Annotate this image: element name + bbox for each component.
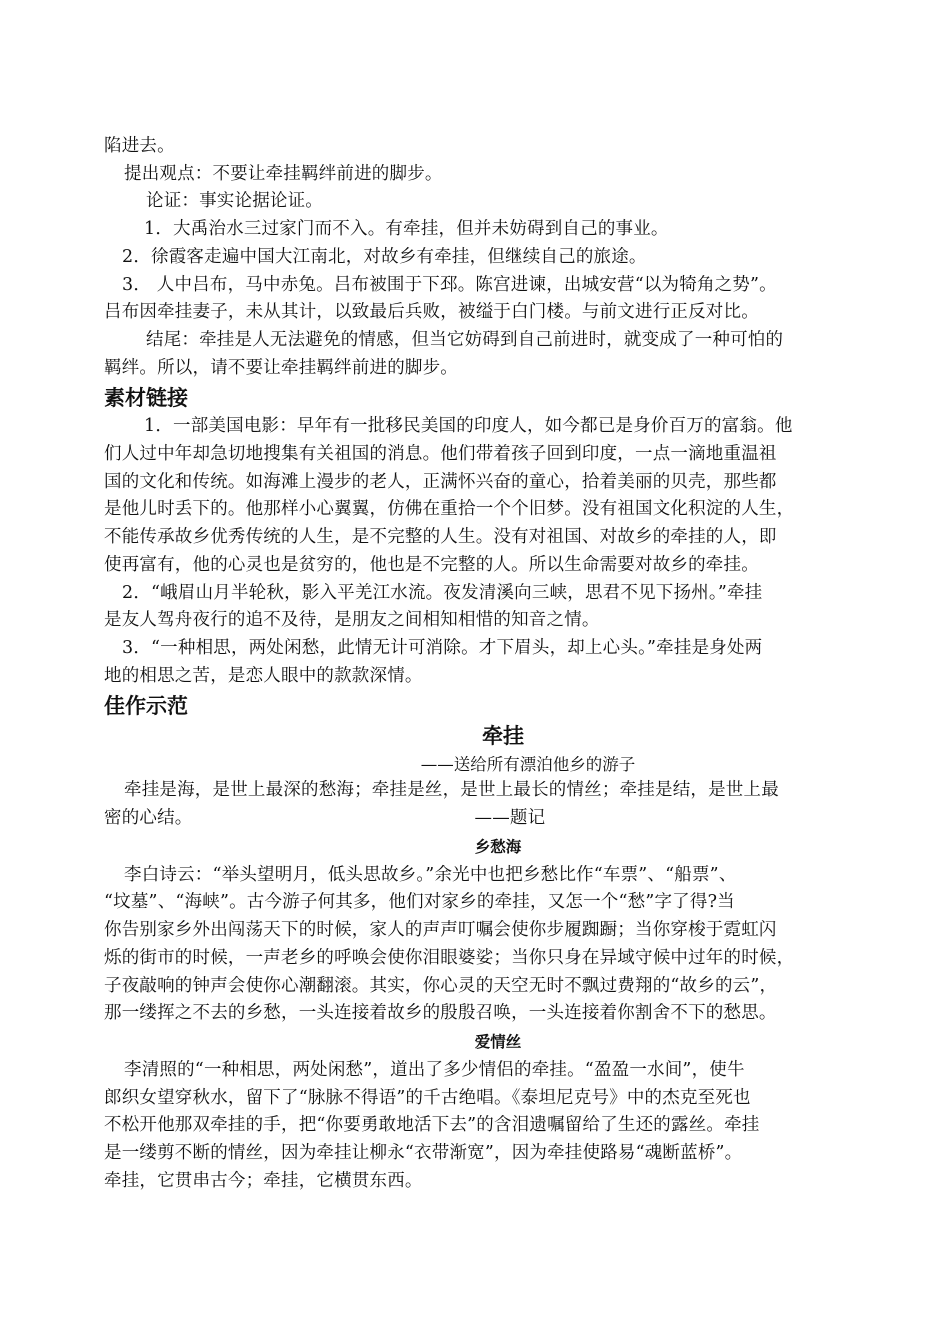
material-item-2: 2．“峨眉山月半轮秋，影入平羌江水流。夜发清溪向三峡，思君不见下扬州。”牵挂	[122, 582, 763, 603]
section-title-homesick-sea: 乡愁海	[474, 837, 522, 856]
argument-item-2: 2．徐霞客走遍中国大江南北，对故乡有牵挂，但继续自己的旅途。	[122, 246, 647, 267]
epigraph-note: ——题记	[474, 808, 546, 829]
material-heading: 素材链接	[104, 386, 188, 411]
argument-item-3-cont: 吕布因牵挂妻子，未从其计，以致最后兵败，被缢于白门楼。与前文进行正反对比。	[104, 302, 759, 323]
material-item-1-cont: 国的文化和传统。如海滩上漫步的老人，正满怀兴奋的童心，拾着美丽的贝壳，那些都	[104, 471, 777, 492]
thesis-line: 提出观点：不要让牵挂羁绊前进的脚步。	[124, 163, 443, 184]
material-item-2-cont: 是友人驾舟夜行的追不及待，是朋友之间相知相惜的知音之情。	[104, 610, 600, 631]
argument-item-3: 3． 人中吕布，马中赤兔。吕布被围于下邳。陈宫进谏，出城安营“以为犄角之势”。	[122, 274, 777, 295]
epigraph-line: 牵挂是海，是世上最深的愁海；牵挂是丝，是世上最长的情丝；牵挂是结，是世上最	[124, 780, 779, 801]
example-heading: 佳作示范	[104, 694, 188, 719]
material-item-1-cont: 不能传承故乡优秀传统的人生，是不完整的人生。没有对祖国、对故乡的牵挂的人，即	[104, 527, 777, 548]
section-title-love-thread: 爱情丝	[474, 1032, 522, 1051]
conclusion-line-cont: 羁绊。所以，请不要让牵挂羁绊前进的脚步。	[104, 357, 458, 378]
conclusion-line: 结尾：牵挂是人无法避免的情感，但当它妨碍到自己前进时，就变成了一种可怕的	[146, 329, 784, 350]
material-item-1-cont: 是他儿时丢下的。他那样小心翼翼，仿佛在重拾一个个旧梦。没有祖国文化积淀的人生，	[104, 499, 795, 520]
argument-label: 论证：事实论据论证。	[146, 191, 323, 212]
section2-paragraph-line: 不松开他那双牵挂的手，把“你要勇敢地活下去”的含泪遗嘱留给了生还的露丝。牵挂	[104, 1115, 760, 1136]
section2-paragraph-line: 李清照的“一种相思，两处闲愁”，道出了多少情侣的牵挂。“盈盈一水间”，使牛	[124, 1059, 745, 1080]
section2-paragraph-line: 郎织女望穿秋水，留下了“脉脉不得语”的千古绝唱。《泰坦尼克号》中的杰克至死也	[104, 1087, 751, 1108]
material-item-3-cont: 地的相思之苦，是恋人眼中的款款深情。	[104, 665, 423, 686]
epigraph-text: 密的心结。	[104, 808, 193, 829]
article-title: 牵挂	[482, 724, 524, 749]
section1-paragraph-line: “坟墓”、“海峡”。古今游子何其多，他们对家乡的牵挂，又怎一个“愁”字了得?当	[104, 892, 735, 913]
material-item-3: 3．“一种相思，两处闲愁，此情无计可消除。才下眉头，却上心头。”牵挂是身处两	[122, 637, 763, 658]
section2-paragraph-line: 是一缕剪不断的情丝，因为牵挂让柳永“衣带渐宽”，因为牵挂使路易“魂断蓝桥”。	[104, 1143, 743, 1164]
argument-item-1: 1．大禹治水三过家门而不入。有牵挂，但并未妨碍到自己的事业。	[144, 219, 669, 240]
section1-paragraph-line: 那一缕挥之不去的乡愁，一头连接着故乡的殷殷召唤，一头连接着你割舍不下的愁思。	[104, 1003, 777, 1024]
material-item-1: 1．一部美国电影：早年有一批移民美国的印度人，如今都已是身价百万的富翁。他	[144, 416, 793, 437]
section1-paragraph-line: 你告别家乡外出闯荡天下的时候，家人的声声叮嘱会使你步履踟蹰；当你穿梭于霓虹闪	[104, 920, 777, 941]
article-subtitle: ——送给所有漂泊他乡的游子	[420, 755, 636, 775]
epigraph-line-cont	[104, 805, 852, 833]
section1-paragraph-line: 子夜敲响的钟声会使你心潮翻滚。其实，你心灵的天空无时不飘过费翔的“故乡的云”，	[104, 975, 778, 996]
section1-paragraph-line: 烁的街市的时候，一声老乡的呼唤会使你泪眼婆娑；当你只身在异域守候中过年的时候，	[104, 947, 795, 968]
material-item-1-cont: 们人过中年却急切地搜集有关祖国的消息。他们带着孩子回到印度，一点一滴地重温祖	[104, 444, 777, 465]
material-item-1-cont: 使再富有，他的心灵也是贫穷的，他也是不完整的人。所以生命需要对故乡的牵挂。	[104, 554, 759, 575]
section1-paragraph-line: 李白诗云：“举头望明月，低头思故乡。”余光中也把乡愁比作“车票”、“船票”、	[124, 864, 737, 885]
intro-line: 陷进去。	[104, 136, 175, 156]
section2-paragraph-line: 牵挂，它贯串古今；牵挂，它横贯东西。	[104, 1170, 423, 1191]
document-page	[104, 133, 852, 1196]
